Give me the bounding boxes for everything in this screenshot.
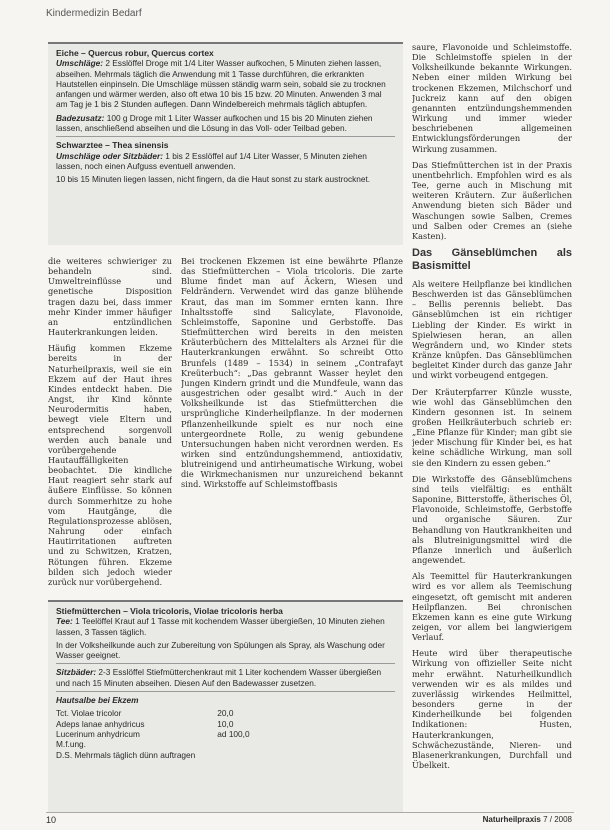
box-divider — [56, 663, 395, 664]
paragraph: saure, Flavonoide und Schleimstoffe. Die Schleimstoffe spielen in der Volksheilkunde bekannte Wirkungen. Neben einer milden Wirkung bei trockenen Ekzemen, Milchschorf und Juckreiz kann auf den obigen genannten entzündungshemmenden Wirkung und immer wieder beschriebenen allgemeinen Entwicklungsförderungen der Wirkung zusammen. — [412, 42, 572, 154]
sitzbaeder-label: Sitzbäder: — [56, 667, 97, 678]
eiche-umschlaege — [56, 58, 395, 109]
badezusatz-label: Badezusatz: — [56, 112, 105, 123]
paragraph: Als weitere Heilpflanze bei kindlichen Beschwerden ist das Gänseblümchen – Bellis perennis beliebt. Das Gänseblümchen ist ein richtiger Liebling der Kinder. Es wirkt in Spielwiesen heran, an allen Wegrändern und, wo Kinder stets Kränze knüpfen. Das Gänseblümchen begleitet Kinder durch das ganze Jahr und wirkt vorbeugend entgegen. — [412, 278, 572, 381]
tee-recipe — [56, 616, 395, 637]
journal-issue: 7 / 2008 — [543, 815, 572, 824]
recipe-box-eiche-schwarztee — [48, 42, 403, 245]
ingredient-amount: 10,0 — [217, 718, 234, 729]
umschlaege-text: 2 Esslöffel Droge mit 1/4 Liter Wasser aufkochen, 5 Minuten ziehen lassen, abseihen. Mehrmals täglich die Anwendung mit 1 Tasse durchführen, die erkrankten Hautstellen einpinseln. Die Umschläge müssen ständig warm sein, sobald sie zu trocknen anfangen und wärmer werden, also oft etwa 10 bis 15 bzw. 20 Minuten. Anwenden 3 mal am Tag je 1 bis 2 Stunden auflegen. Dann Windelbereich mehrmals täglich abtupfen. — [56, 58, 386, 110]
section-heading-gaensebluemchen: Das Gänseblümchen als Basismittel — [412, 246, 572, 272]
paragraph: Als Teemittel für Hauterkrankungen wird es vor allem als Teemischung eingesetzt, oft gemischt mit anderen Heilpflanzen. Bei chronischen Ekzemen kann es eine gute Wirkung zeigen, vor allem bei langwierigem Verlauf. — [412, 571, 572, 643]
ingredient-amount: ad 100,0 — [217, 728, 250, 739]
badezusatz-text: 100 g Droge mit 1 Liter Wasser aufkochen und 15 bis 20 Minuten ziehen lassen, anschließend abseihen und die Lösung in das Voll- oder Teilbad geben. — [56, 112, 373, 134]
tee-label: Tee: — [56, 616, 73, 627]
umschlaege-label: Umschläge: — [56, 58, 104, 69]
schwarztee-umschlaege — [56, 151, 395, 172]
tee-note: In der Volksheilkunde auch zur Zubereitung von Spülungen als Spray, als Waschung oder Wasser geeignet. — [56, 639, 385, 661]
table-row — [56, 729, 252, 739]
schwarztee-heading: Schwarztee – Thea sinensis — [56, 140, 169, 151]
stiefmuetterchen-heading: Stiefmütterchen – Viola tricoloris, Violae tricoloris herba — [56, 606, 283, 616]
ingredient-name: D.S. Mehrmals täglich dünn auftragen — [56, 749, 196, 760]
column-middle — [181, 256, 403, 592]
column-right — [412, 42, 572, 812]
page-number: 10 — [46, 815, 57, 825]
paragraph: Häufig kommen Ekzeme bereits in der Naturheilpraxis, weil sie ein Ekzem auf der Haut ihres Kindes entdeckt haben. Die Angst, ihr Kind könnte Neurodermitis haben, bewegt viele Eltern und entsprechend sorgenvoll werden auch banale und vorübergehende Hautauffälligkeiten beobachtet. Die kindliche Haut reagiert sehr stark auf äußere Einflüsse. So können durch Sommerhitze zu hohe vom Hautgänge, die Regulationsprozesse ablösen, Nahrung oder einfach Hautirritationen auftreten und zu Schwitzen, Kratzen, Rötungen führen. Ekzeme bilden sich jedoch wieder zurück nur vorübergehend. — [48, 343, 172, 587]
paragraph: Das Stiefmütterchen ist in der Praxis unentbehrlich. Empfohlen wird es als Tee, gerne auch in Mischung mit weiteren Kräutern. Zur äußerlichen Anwendung bieten sich Bäder und Waschungen sowie Salben, Cremes und Salben oder Cremes an (siehe Kasten). — [412, 159, 572, 241]
schwarztee-text: 1 bis 2 Esslöffel auf 1/4 Liter Wasser, 5 Minuten ziehen lassen, noch einen Aufguss eventuell anwenden. — [56, 150, 367, 171]
schwarztee-note: 10 bis 15 Minuten liegen lassen, nicht fingern, da die Haut sonst zu stark austrocknet. — [56, 174, 371, 185]
sitzbaeder-recipe — [56, 667, 395, 688]
running-head: Kindermedizin Bedarf — [46, 8, 142, 19]
paragraph: Der Kräuterpfarrer Künzle wusste, wie wohl das Gänseblümchen den Kindern gesonnen ist. In seinem großen Heilkräuterbuch schrieb er: „Eine Pflanze für Kinder; man gibt sie jeder Mischung für Kinder bei, es hat keine schädliche Wirkung, man soll sie den Kindern zu essen geben.“ — [412, 386, 572, 468]
ingredient-amount: 20,0 — [217, 708, 234, 719]
table-row — [56, 719, 252, 729]
ingredient-name: Lucerinum anhydricum — [56, 728, 140, 739]
paragraph: Die Wirkstoffe des Gänseblümchens sind teils vielfältig: es enthält Saponine, Bitterstoffe, ätherisches Öl, Flavonoide, Schleimstoffe, Gerbstoffe und organische Säuren. Zur Behandlung von Hautkrankheiten und als Blutreinigungsmittel wird die Pflanze innerlich und äußerlich angewendet. — [412, 473, 572, 566]
table-row — [56, 739, 252, 749]
journal-footer — [412, 815, 572, 824]
eiche-heading: Eiche – Quercus robur, Quercus cortex — [56, 48, 214, 58]
recipe-box-stiefmuetterchen — [48, 600, 403, 812]
eiche-badezusatz — [56, 113, 395, 134]
footer-rule — [46, 812, 574, 813]
paragraph: die weiteres schwieriger zu behandeln sind. Umweltreinflüsse und genetische Disposition tragen dazu bei, dass immer mehr Kinder immer häufiger an entzündlichen Hauterkrankungen leiden. — [48, 256, 172, 338]
ingredient-amount — [197, 739, 251, 749]
box-divider — [56, 691, 395, 692]
journal-name: Naturheilpraxis — [482, 815, 541, 824]
column-left — [48, 256, 172, 592]
ingredient-name: Adeps lanae anhydricus — [56, 718, 145, 729]
ingredient-name: M.f.ung. — [56, 739, 86, 750]
salbe-recipe-table — [56, 708, 252, 759]
table-row — [56, 750, 252, 760]
ingredient-name: Tct. Violae tricolor — [56, 708, 122, 719]
box-divider — [56, 136, 395, 137]
schwarztee-label: Umschläge oder Sitzbäder: — [56, 150, 163, 161]
tee-text: 1 Teelöffel Kraut auf 1 Tasse mit kochendem Wasser übergießen, 10 Minuten ziehen lassen, 3 Tassen täglich. — [56, 616, 385, 637]
sitzbaeder-text: 2-3 Esslöffel Stiefmütterchenkraut mit 1 Liter kochendem Wasser übergießen und nach 15 Minuten abseihen. Diesen Auf den Badewasser zusetzen. — [56, 667, 382, 688]
salbe-heading: Hautsalbe bei Ekzem — [56, 695, 139, 706]
paragraph: Heute wird über therapeutische Wirkung von offizieller Seite nicht mehr erwähnt. Naturheilkundlich verwenden wir es als mildes und zuverlässig wirkendes Heilmittel, besonders gerne in der Kinderheilkunde bei folgenden Indikationen: Husten, Hauterkrankungen, Schwächezustände, Nieren- und Blasenerkrankungen, Durchfall und Übelkeit. — [412, 648, 572, 770]
paragraph: Bei trockenen Ekzemen ist eine bewährte Pflanze das Stiefmütterchen – Viola tricoloris. Die zarte Blume findet man auf Äckern, Wiesen und Feldrändern. Verwendet wird das ganze blühende Kraut, das man im Sommer ernten kann. Ihre Inhaltsstoffe sind Salicylate, Flavonoide, Schleimstoffe, Saponine und Gerbstoffe. Das Stiefmütterchen wird bereits in den meisten Kräuterbüchern des Mittelalters als Arznei für die Hauterkrankungen erwähnt. So schreibt Otto Brunfels (1489 – 1534) in seinem „Contrafayt Kreüterbuch“: „Das gebrannt Wasser heylet den Jungen Kindern grindt und die Mundfeule, wann das ausgestrichen oder gesalbt wird.“ Auch in der Volksheilkunde ist das Stiefmütterchen die ursprüngliche Kinderheilpflanze. In der modernen Pflanzenheilkunde spielt es nur noch eine untergeordnete Rolle, zu wenig gebundene Untersuchungen haben nicht verordnen werden. Es wirken sind entzündungshemmend, antioxidativ, blutreinigend und antirheumatische Wirkung, wobei die Wirkmechanismen nur unzureichend bekannt sind. Wirkstoffe auf Schleimstoffbasis — [181, 256, 403, 490]
ingredient-amount — [197, 750, 251, 760]
table-row — [56, 708, 252, 718]
